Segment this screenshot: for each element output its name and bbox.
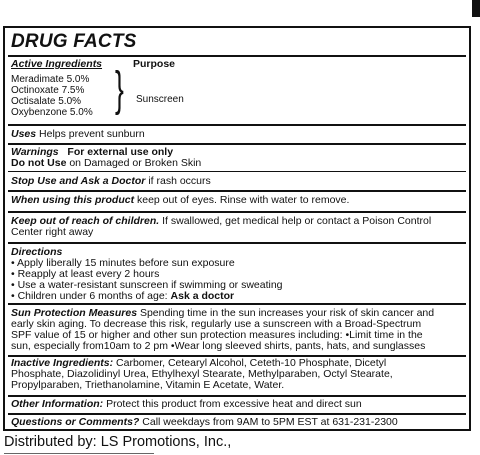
warnings-label: Warnings xyxy=(11,146,59,158)
keep-out-section xyxy=(11,216,463,238)
sun-protection-text: sun, especially from10am to 2 pm •Wear long sleeved shirts, pants, hats, and sunglasses xyxy=(11,340,426,352)
sun-protection-text: early skin aging. To decrease this risk, regularly use a sunscreen with a Broad-Spectrum xyxy=(11,318,422,330)
keep-out-text: If swallowed, get medical help or contact a Poison Control xyxy=(162,215,432,227)
ask-doctor-text: Ask a doctor xyxy=(170,290,235,302)
ingredient-item: Octisalate 5.0% xyxy=(11,96,82,107)
ingredient-list xyxy=(11,74,93,118)
stop-use-section xyxy=(11,176,463,187)
sun-protection-text: SPF value of 15 or higher and other sun protection measures including: •Limit time in the xyxy=(11,329,423,341)
inactive-section xyxy=(11,358,463,391)
ingredient-item: Oxybenzone 5.0% xyxy=(11,107,93,118)
directions-item: • Reapply at least every 2 hours xyxy=(11,268,160,280)
uses-section xyxy=(11,129,463,140)
divider xyxy=(8,124,466,126)
purpose-value: Sunscreen xyxy=(136,94,184,105)
divider xyxy=(8,190,466,192)
keep-out-label: Keep out of reach of children. xyxy=(11,215,160,227)
divider xyxy=(8,143,466,145)
when-using-text: keep out of eyes. Rinse with water to remove. xyxy=(137,194,350,206)
keep-out-text-2: Center right away xyxy=(11,226,94,238)
questions-text: Call weekdays from 9AM to 5PM EST at 631-231-2300 xyxy=(142,416,398,428)
directions-item: • Children under 6 months of age: xyxy=(11,290,168,302)
active-ingredients-heading: Active Ingredients xyxy=(11,58,103,70)
inactive-label: Inactive Ingredients: xyxy=(11,357,114,369)
drug-facts-panel xyxy=(3,26,471,431)
corner-mark xyxy=(472,0,480,17)
divider xyxy=(8,242,466,244)
divider xyxy=(8,55,466,57)
external-use-text: For external use only xyxy=(67,146,174,158)
directions-item: • Use a water-resistant sunscreen if swimming or sweating xyxy=(11,279,283,291)
sun-protection-text: Spending time in the sun increases your risk of skin cancer and xyxy=(139,307,435,319)
divider xyxy=(8,171,466,172)
do-not-use-text: on Damaged or Broken Skin xyxy=(69,157,202,169)
inactive-text: Propylparaben, Triethanolamine, Vitamin E Acetate, Water. xyxy=(11,379,285,391)
warnings-section xyxy=(11,147,463,169)
do-not-use-label: Do not Use xyxy=(11,157,67,169)
stop-use-label: Stop Use and Ask a Doctor xyxy=(11,175,146,187)
questions-section xyxy=(11,417,463,428)
divider xyxy=(8,395,466,397)
ingredient-item: Meradimate 5.0% xyxy=(11,74,90,85)
ingredient-item: Octinoxate 7.5% xyxy=(11,85,85,96)
divider xyxy=(8,413,466,415)
stop-use-text: if rash occurs xyxy=(148,175,211,187)
distributed-by-text: Distributed by: LS Promotions, Inc., xyxy=(4,434,232,450)
directions-section xyxy=(11,247,463,302)
other-info-label: Other Information: xyxy=(11,398,104,410)
questions-label: Questions or Comments? xyxy=(11,416,140,428)
brace-icon: } xyxy=(115,63,124,116)
sun-protection-label: Sun Protection Measures xyxy=(11,307,138,319)
inactive-text: Carbomer, Cetearyl Alcohol, Ceteth-10 Phosphate, Dicetyl xyxy=(116,357,387,369)
divider xyxy=(8,303,466,305)
drug-facts-title: DRUG FACTS xyxy=(11,31,137,52)
sun-protection-section xyxy=(11,308,463,352)
other-info-text: Protect this product from excessive heat and direct sun xyxy=(106,398,362,410)
uses-label: Uses xyxy=(11,128,37,140)
divider xyxy=(8,211,466,213)
inactive-text: Phosphate, Diazolidinyl Urea, Ethylhexyl Stearate, Methylparaben, Octyl Stearate, xyxy=(11,368,393,380)
clipped-text-line xyxy=(4,451,154,455)
directions-item: • Apply liberally 15 minutes before sun exposure xyxy=(11,257,235,269)
other-info-section xyxy=(11,399,463,410)
when-using-section xyxy=(11,195,463,206)
directions-label: Directions xyxy=(11,246,63,258)
when-using-label: When using this product xyxy=(11,194,135,206)
uses-text: Helps prevent sunburn xyxy=(39,128,145,140)
purpose-heading: Purpose xyxy=(133,58,176,70)
